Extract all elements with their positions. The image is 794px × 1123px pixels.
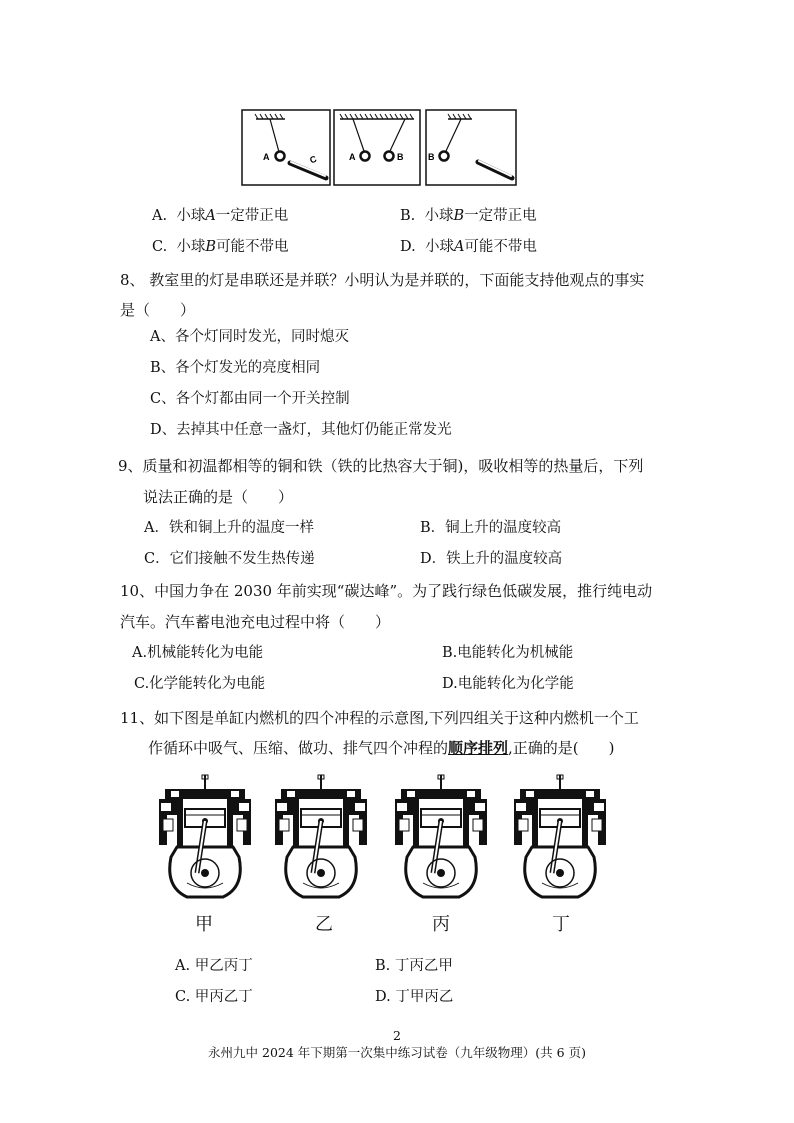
q8-option-a: A、各个灯同时发光，同时熄灭 — [150, 329, 349, 345]
q11-option-a: A. 甲乙丙丁 — [175, 958, 253, 974]
q9-option-c: C．它们接触不发生热传递 — [144, 551, 315, 567]
q8-option-d: D、去掉其中任意一盏灯，其他灯仍能正常发光 — [150, 422, 452, 438]
q10-option-c: C.化学能转化为电能 — [134, 676, 266, 692]
q7-label-a-1: A — [263, 152, 270, 162]
q7-option-d: D. 小球A可能不带电 — [400, 239, 537, 255]
q11-stem-line-2: 作循环中吸气、压缩、做功、排气四个冲程的顺序排列,正确的是( ) — [148, 739, 615, 757]
engine-jia — [159, 775, 251, 897]
q9-option-d: D．铁上升的温度较高 — [420, 551, 563, 567]
engine-bing — [395, 775, 487, 897]
q11-emphasis: 顺序排列 — [448, 739, 509, 757]
q7-option-a: A. 小球A一定带正电 — [152, 208, 289, 224]
q9-option-a: A．铁和铜上升的温度一样 — [144, 520, 314, 536]
q11-option-b: B. 丁丙乙甲 — [375, 958, 453, 974]
q9-stem-line-2: 说法正确的是（ ） — [143, 488, 294, 506]
engine-label-yi: 乙 — [315, 914, 333, 935]
q10-option-b: B.电能转化为机械能 — [442, 645, 574, 661]
engine-ding — [514, 775, 606, 897]
q10-option-d: D.电能转化为化学能 — [442, 676, 574, 692]
engine-label-jia: 甲 — [195, 914, 213, 935]
q8-option-b: B、各个灯发光的亮度相同 — [150, 360, 321, 376]
page-number: 2 — [393, 1028, 401, 1043]
engine-yi — [275, 775, 367, 897]
q8-stem-line-1: 8、 教室里的灯是串联还是并联？小明认为是并联的，下面能支持他观点的事实 — [120, 271, 645, 289]
q7-label-a-2: A — [349, 152, 356, 162]
q7-label-b-3: B — [428, 152, 435, 162]
q11-option-c: C. 甲丙乙丁 — [175, 989, 253, 1005]
q8-stem-line-2: 是（ ） — [120, 301, 196, 319]
q9-stem-line-1: 9、质量和初温都相等的铜和铁（铁的比热容大于铜)，吸收相等的热量后，下列 — [118, 457, 644, 475]
q7-label-c-1: C — [308, 153, 318, 166]
q8-option-c: C、各个灯都由同一个开关控制 — [150, 391, 350, 407]
q7-label-b-2: B — [397, 152, 404, 162]
q9-option-b: B．铜上升的温度较高 — [420, 520, 562, 536]
engine-label-ding: 丁 — [552, 914, 570, 935]
q10-stem-line-2: 汽车。汽车蓄电池充电过程中将（ ） — [120, 613, 391, 631]
q7-option-c: C. 小球B可能不带电 — [152, 239, 289, 255]
footer-title: 永州九中 2024 年下期第一次集中练习试卷（九年级物理）(共 6 页) — [208, 1045, 586, 1060]
q7-option-b: B. 小球B一定带正电 — [400, 208, 537, 224]
q11-option-d: D. 丁甲丙乙 — [375, 989, 454, 1005]
q10-stem-line-1: 10、中国力争在 2030 年前实现“碳达峰”。为了践行绿色低碳发展，推行纯电动 — [120, 582, 653, 600]
q10-option-a: A.机械能转化为电能 — [132, 645, 264, 661]
q11-stem-line-1: 11、如下图是单缸内燃机的四个冲程的示意图,下列四组关于这种内燃机一个工 — [120, 709, 639, 727]
engine-label-bing: 丙 — [432, 914, 450, 935]
